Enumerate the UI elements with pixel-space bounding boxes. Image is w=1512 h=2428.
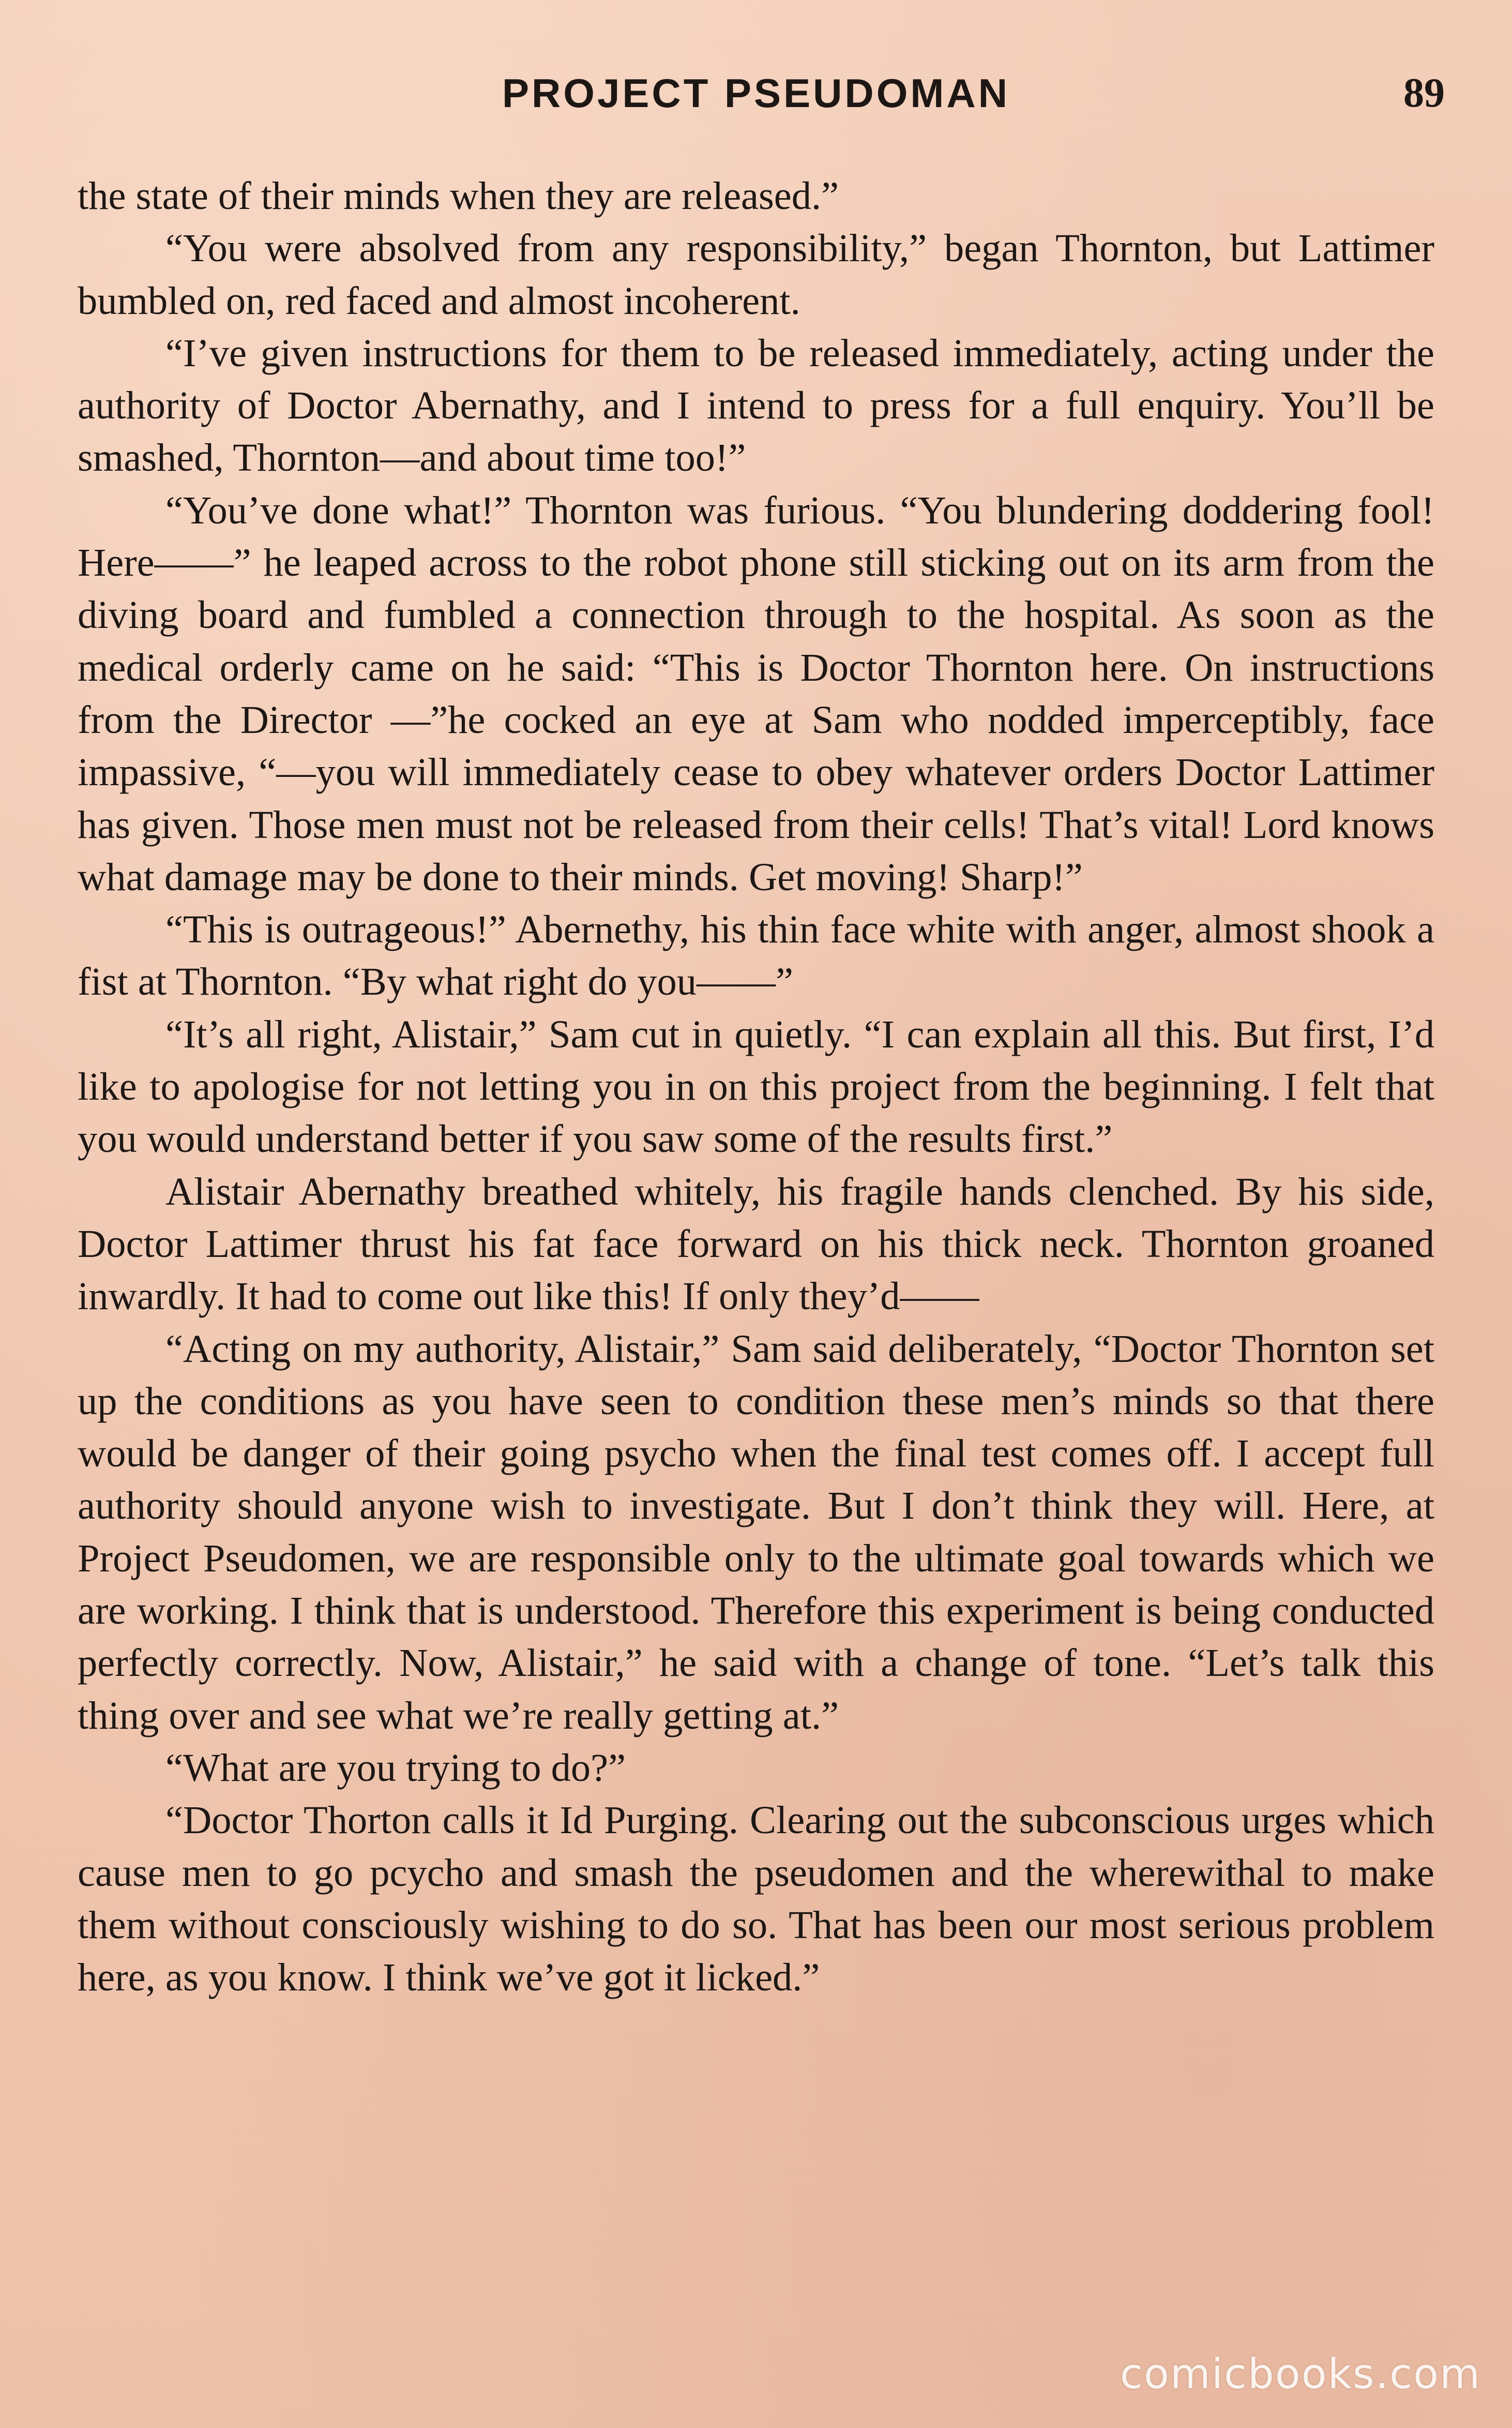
watermark: comicbooks.com (1120, 2350, 1481, 2398)
paragraph: Alistair Abernathy breathed whitely, his fragile hands clenched. By his side, Doctor Lattimer thrust his fat face forward on his thick neck. Thornton groaned inwardly. It had to come out like this! If only they’d—— (78, 1169, 1434, 1318)
paragraph: “It’s all right, Alistair,” Sam cut in quietly. “I can explain all this. But first, I’d like to apologise for not letting you in on this project from the beginning. I felt that you would understand better if you saw some of the results first.” (78, 1012, 1434, 1161)
running-title: PROJECT PSEUDOMAN (502, 70, 1010, 116)
body-text (78, 170, 1434, 2003)
page-header (78, 62, 1445, 129)
page-number: 89 (1403, 70, 1445, 116)
paragraph: “This is outrageous!” Abernethy, his thin face white with anger, almost shook a fist at Thornton. “By what right do you——” (78, 907, 1434, 1004)
paragraph: “Doctor Thorton calls it Id Purging. Clearing out the subconscious urges which cause men to go pcycho and smash the pseudomen and the wherewithal to make them without consciously wishing to do so. That has been our most serious problem here, as you know. I think we’ve got it licked.” (78, 1798, 1434, 2000)
paragraph: “You were absolved from any responsibility,” began Thornton, but Lattimer bumbled on, red faced and almost incoherent. (78, 226, 1434, 323)
paragraph: “Acting on my authority, Alistair,” Sam said deliberately, “Doctor Thornton set up the conditions as you have seen to condition these men’s minds so that there would be danger of their going psycho when the final test comes off. I accept full authority should anyone wish to investigate. But I don’t think they will. Here, at Project Pseudomen, we are responsible only to the ultimate goal towards which we are working. I think that is understood. Therefore this experiment is being conducted perfectly correctly. Now, Alistair,” he said with a change of tone. “Let’s talk this thing over and see what we’re really getting at.” (78, 1326, 1434, 1737)
paragraph: “What are you trying to do?” (165, 1745, 626, 1790)
paragraph: the state of their minds when they are released.” (78, 174, 839, 218)
paragraph: “You’ve done what!” Thornton was furious. “You blundering doddering fool! Here——” he leaped across to the robot phone still sticking out on its arm from the diving board and fumbled a connection through to the hospital. As soon as the medical orderly came on he said: “This is Doctor Thornton here. On instructions from the Director —”he cocked an eye at Sam who nodded imperceptibly, face impassive, “—you will immediately cease to obey whatever orders Doctor Lattimer has given. Those men must not be released from their cells! That’s vital! Lord knows what damage may be done to their minds. Get moving! Sharp!” (78, 488, 1434, 899)
paragraph: “I’ve given instructions for them to be released immediately, acting under the authority of Doctor Abernathy, and I intend to press for a full enquiry. You’ll be smashed, Thornton—and about time too!” (78, 331, 1434, 480)
